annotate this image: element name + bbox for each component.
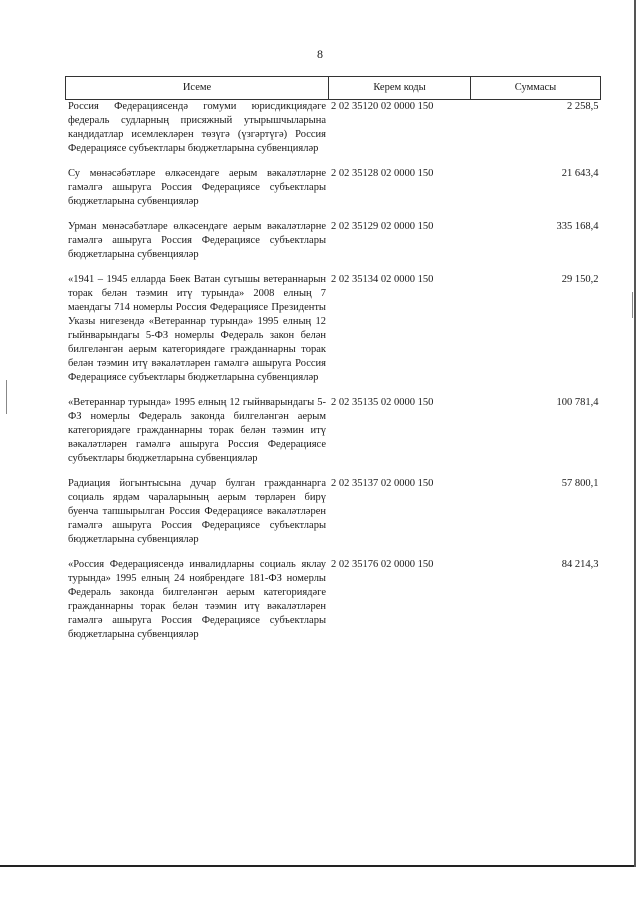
row-name: «1941 – 1945 елларда Бөек Ватан сугышы ветераннарын торак белән тәэмин итү турында» 2008 елның 7 маендагы 714 номерлы Россия Федерациясе Президенты Указы нигезендә «Ветераннар турында» 1995 елның 12 гыйнварындагы 5-ФЗ номерлы Федераль закон белән билгеләнгән аерым категориядәге гражданнарны торак белән тәэмин итү вәкаләтләрен гамәлгә ашыруга Россия Федерациясе субъектлары бюджетларына субвенцияләр [66, 273, 329, 385]
row-sum: 57 800,1 [471, 477, 601, 547]
table-row [66, 100, 601, 157]
header-code: Керем коды [329, 77, 471, 100]
budget-table [65, 76, 601, 642]
row-name: Су мөнәсәбәтләре өлкәсендәге аерым вәкаләтләрне гамәлгә ашыруга Россия Федерациясе субъектлары бюджетларына субвенцияләр [66, 167, 329, 209]
table-row [66, 273, 601, 385]
table-row [66, 477, 601, 547]
row-name: Россия Федерациясендә гомуми юрисдикциядәге федераль судларның присяжный утырышчыларына кандидатлар исемлекләрен төзүгә (үзгәртүгә) Россия Федерациясе субъектлары бюджетларына субвенцияләр [66, 100, 329, 157]
scan-edge-right [634, 0, 636, 867]
row-name: «Россия Федерациясендә инвалидларны социаль яклау турында» 1995 елның 24 ноябрендәге 181-ФЗ номерлы Федераль законда билгеләнгән аерым категориядәге гражданнарны торак белән тәэмин итү вәкаләтләрен гамәлгә ашыруга Россия Федерациясе субъектлары бюджетларына субвенцияләр [66, 558, 329, 642]
row-code: 2 02 35120 02 0000 150 [329, 100, 471, 157]
row-sum: 100 781,4 [471, 396, 601, 466]
table-row [66, 558, 601, 642]
row-sum: 29 150,2 [471, 273, 601, 385]
scan-mark-right [632, 292, 633, 318]
row-sum: 21 643,4 [471, 167, 601, 209]
row-sum: 335 168,4 [471, 220, 601, 262]
table-row [66, 396, 601, 466]
row-name: Урман мөнәсәбәтләре өлкәсендәге аерым вәкаләтләрне гамәлгә ашыруга Россия Федерациясе субъектлары бюджетларына субвенцияләр [66, 220, 329, 262]
scan-edge-bottom [0, 865, 634, 867]
row-code: 2 02 35129 02 0000 150 [329, 220, 471, 262]
header-sum: Суммасы [471, 77, 601, 100]
row-code: 2 02 35134 02 0000 150 [329, 273, 471, 385]
row-sum: 2 258,5 [471, 100, 601, 157]
row-sum: 84 214,3 [471, 558, 601, 642]
row-code: 2 02 35135 02 0000 150 [329, 396, 471, 466]
header-name: Исеме [66, 77, 329, 100]
page-number: 8 [317, 47, 323, 61]
row-code: 2 02 35176 02 0000 150 [329, 558, 471, 642]
table-row [66, 167, 601, 209]
row-code: 2 02 35128 02 0000 150 [329, 167, 471, 209]
row-name: «Ветераннар турында» 1995 елның 12 гыйнварындагы 5-ФЗ номерлы Федераль законда билгеләнгән аерым категориядәге гражданнарны торак белән тәэмин итү вәкаләтләрен гамәлгә ашыруга Россия Федерациясе субъектлары бюджетларына субвенцияләр [66, 396, 329, 466]
row-code: 2 02 35137 02 0000 150 [329, 477, 471, 547]
table-header-row [66, 77, 601, 100]
scan-mark-left [6, 380, 7, 414]
row-name: Радиация йогынтысына дучар булган гражданнарга социаль ярдәм чараларының аерым төрләрен бирү буенча тапшырылган Россия Федерациясе вәкаләтләрен гамәлгә ашыруга Россия Федерациясе субъектлары бюджетларына субвенцияләр [66, 477, 329, 547]
table-row [66, 220, 601, 262]
